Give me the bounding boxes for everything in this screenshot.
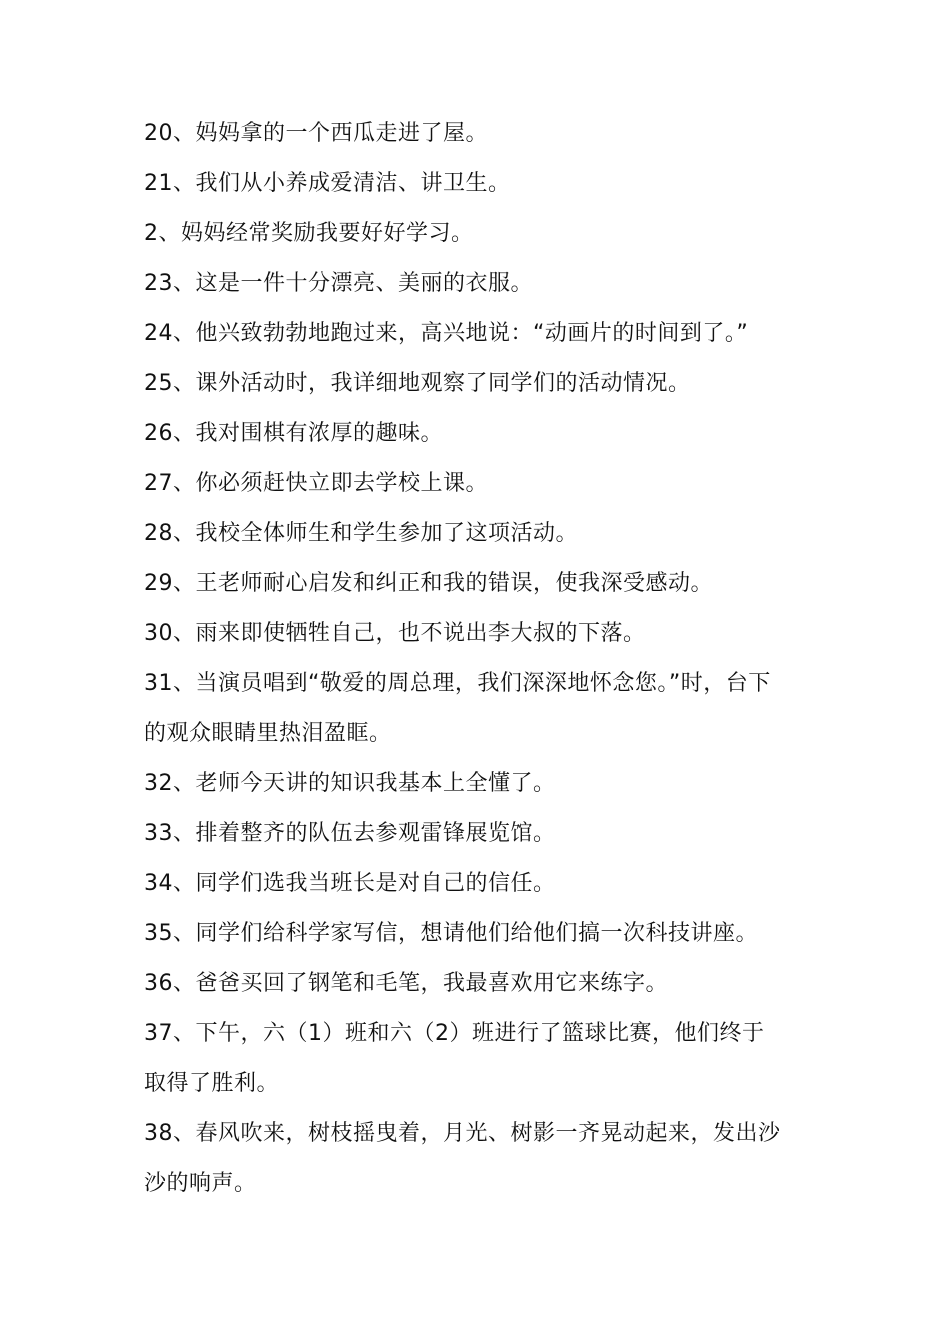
sentence-line: 31、当演员唱到“敬爱的周总理，我们深深地怀念您。”时，台下 [144, 671, 771, 696]
sentence-line: 30、雨来即使牺牲自己，也不说出李大叔的下落。 [144, 621, 646, 646]
sentence-line: 21、我们从小养成爱清洁、讲卫生。 [144, 171, 511, 196]
sentence-line-continuation: 沙的响声。 [144, 1171, 257, 1196]
sentence-line: 38、春风吹来，树枝摇曳着，月光、树影一齐晃动起来，发出沙 [144, 1121, 781, 1146]
sentence-line-continuation: 取得了胜利。 [144, 1071, 280, 1096]
sentence-line: 35、同学们给科学家写信，想请他们给他们搞一次科技讲座。 [144, 921, 758, 946]
sentence-line: 32、老师今天讲的知识我基本上全懂了。 [144, 771, 556, 796]
sentence-line: 24、他兴致勃勃地跑过来，高兴地说：“动画片的时间到了。” [144, 321, 749, 346]
sentence-line: 29、王老师耐心启发和纠正和我的错误，使我深受感动。 [144, 571, 713, 596]
sentence-line: 34、同学们选我当班长是对自己的信任。 [144, 871, 556, 896]
sentence-line-continuation: 的观众眼睛里热泪盈眶。 [144, 721, 392, 746]
sentence-line: 25、课外活动时，我详细地观察了同学们的活动情况。 [144, 371, 691, 396]
sentence-line: 27、你必须赶快立即去学校上课。 [144, 471, 488, 496]
sentence-line: 23、这是一件十分漂亮、美丽的衣服。 [144, 271, 533, 296]
sentence-line: 33、排着整齐的队伍去参观雷锋展览馆。 [144, 821, 556, 846]
sentence-line: 37、下午，六（1）班和六（2）班进行了篮球比赛，他们终于 [144, 1021, 765, 1046]
sentence-line: 36、爸爸买回了钢笔和毛笔，我最喜欢用它来练字。 [144, 971, 668, 996]
sentence-line: 28、我校全体师生和学生参加了这项活动。 [144, 521, 578, 546]
sentence-line: 20、妈妈拿的一个西瓜走进了屋。 [144, 121, 488, 146]
document-body [144, 109, 814, 1209]
sentence-line: 2、妈妈经常奖励我要好好学习。 [144, 221, 474, 246]
sentence-line: 26、我对围棋有浓厚的趣味。 [144, 421, 443, 446]
